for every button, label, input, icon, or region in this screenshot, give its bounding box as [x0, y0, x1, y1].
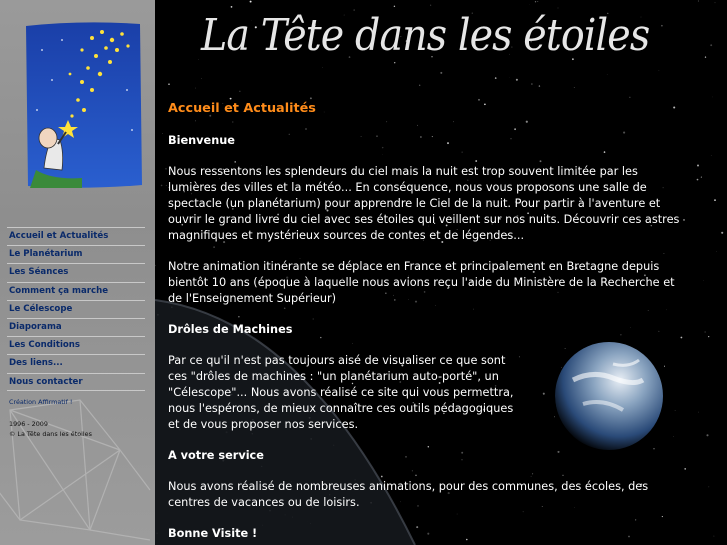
nav-item-diaporama[interactable]: Diaporama [7, 318, 145, 336]
page-title: Accueil et Actualités [168, 101, 316, 116]
section-paragraph: Nous ressentons les splendeurs du ciel mais la nuit est trop souvent limitée par les lumières des villes et la météo... En conséquence, nous vous proposons une salle de spectacle (un planétarium) pour apprendre le Ciel de la nuit. Pour partir à l'aventure et ouvrir le grand livre du ciel avec ses étoiles qui veillent sur nos nuits. Découvrir ces astres magnifiques et mystérieux sources de contes et de légendes... [168, 165, 680, 242]
credit-link[interactable]: Création Affirmatif ! [9, 398, 73, 406]
nav-item-liens[interactable]: Des liens... [7, 354, 145, 372]
section-heading-droles-de-machines: Drôles de Machines [168, 323, 293, 336]
section-heading-bonne-visite: Bonne Visite ! [168, 527, 258, 540]
article [168, 100, 680, 545]
nav-item-planetarium[interactable]: Le Planétarium [7, 245, 145, 263]
sidebar [0, 0, 155, 545]
section-paragraph: Par ce qu'il n'est pas toujours aisé de visualiser ce que sont ces "drôles de machines : "un planétarium auto-porté", un "Célescope"... Nous avons réalisé ce site qui vous permettra, nous l'espérons, de mieux connaître ces outils pédagogiques et de vous proposer nos services. [168, 354, 514, 431]
section-paragraph: Nous avons réalisé de nombreuses animations, pour des communes, des écoles, des centres de vacances ou de loisirs. [168, 480, 649, 509]
section-heading-a-votre-service: A votre service [168, 449, 264, 462]
nav-item-conditions[interactable]: Les Conditions [7, 336, 145, 354]
main-navigation [7, 227, 145, 391]
child-reaching-stars-illustration [22, 20, 144, 192]
nav-item-accueil[interactable]: Accueil et Actualités [7, 227, 145, 245]
site-title: La Tête dans les étoiles [201, 10, 650, 61]
section-heading-bienvenue: Bienvenue [168, 134, 235, 147]
copyright-years: 1996 - 2009 [9, 420, 48, 428]
geodesic-structure-graphic [0, 390, 155, 545]
nav-item-contact[interactable]: Nous contacter [7, 373, 145, 391]
nav-item-comment-ca-marche[interactable]: Comment ça marche [7, 282, 145, 300]
copyright-owner: © La Tête dans les étoiles [9, 430, 92, 438]
section-paragraph: Notre animation itinérante se déplace en France et principalement en Bretagne depuis bientôt 10 ans (époque à laquelle nous avions reçu l'aide du Ministère de la Recherche et de l'Enseignement Supérieur) [168, 260, 675, 305]
nav-item-celescope[interactable]: Le Célescope [7, 300, 145, 318]
main-content-area [155, 0, 727, 545]
copyright [9, 419, 92, 439]
nav-item-seances[interactable]: Les Séances [7, 263, 145, 281]
